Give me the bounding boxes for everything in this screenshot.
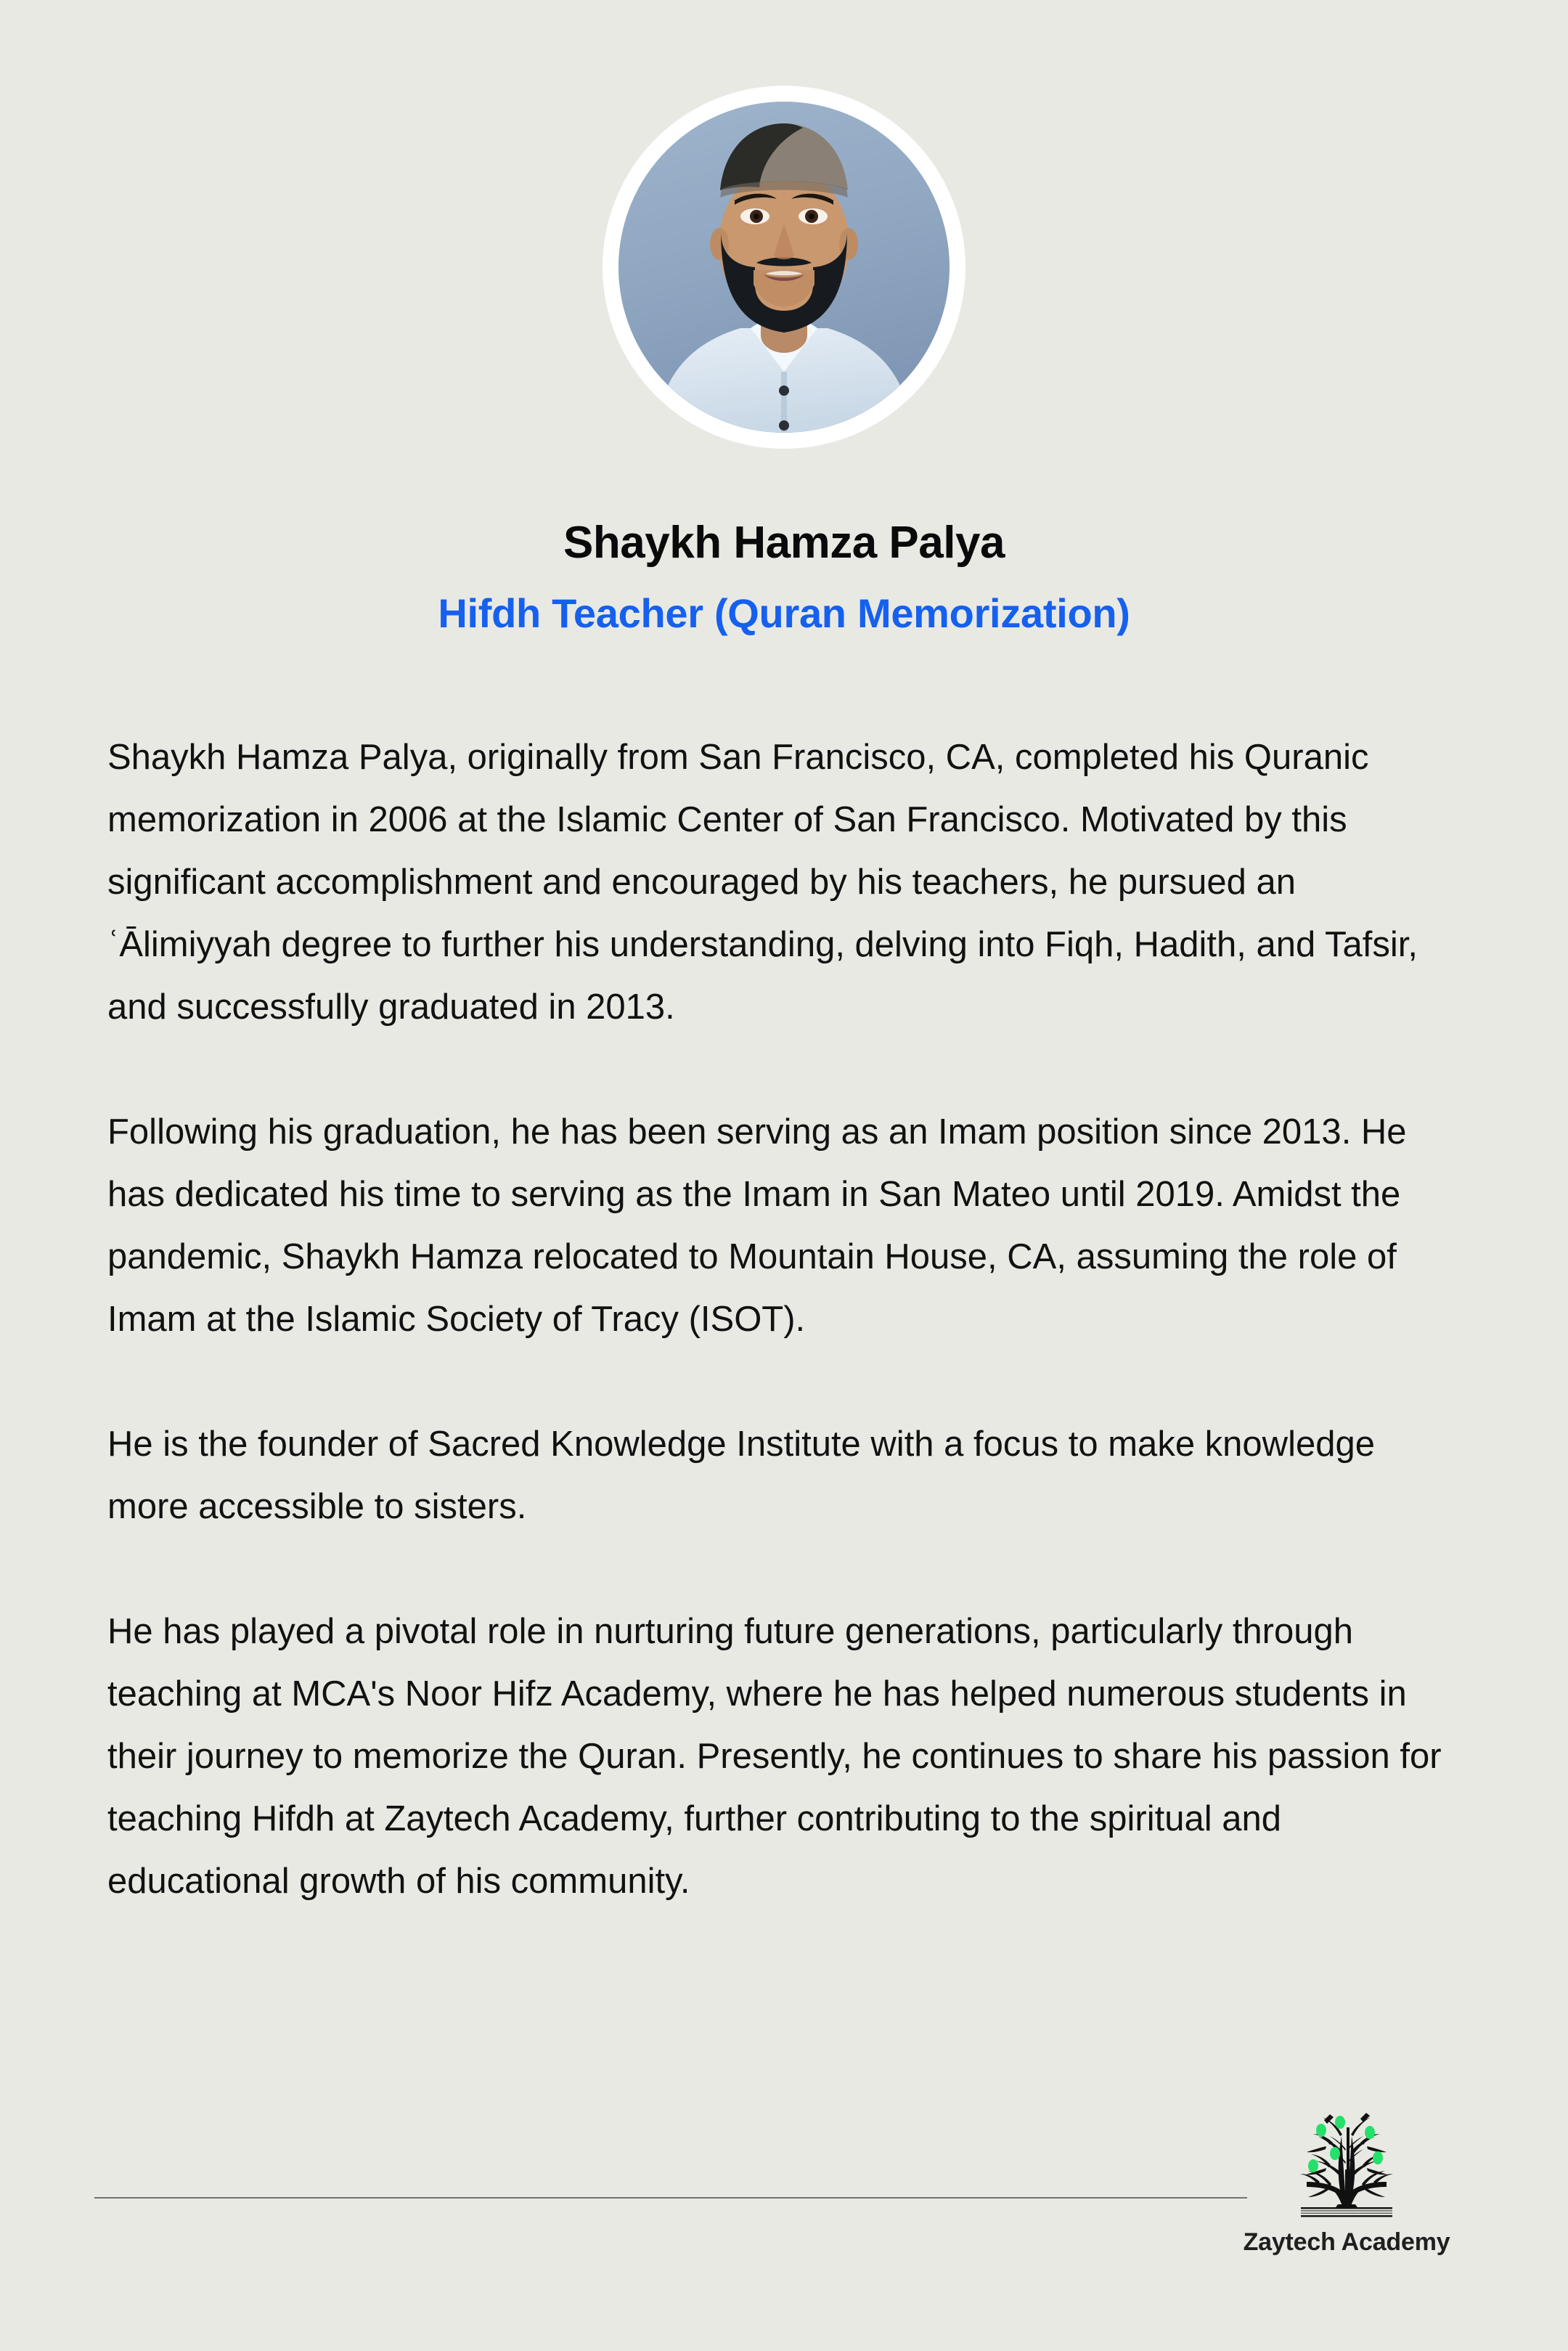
olive-tree-book-logo-icon	[1285, 2098, 1408, 2218]
footer-divider	[94, 2197, 1247, 2199]
bio-paragraph: Shaykh Hamza Palya, originally from San Francisco, CA, completed his Quranic memorization in 2006 at the Islamic Center of San Francisco. Motivated by this significant accomplishment and encouraged by his teachers, he pursued an ʿĀlimiyyah degree to further his understanding, delving into Fiqh, Hadith, and Tafsir, and successfully graduated in 2013.	[107, 738, 1418, 1027]
brand-name: Zaytech Academy	[1243, 2228, 1450, 2256]
role-subtitle: Hifdh Teacher (Quran Memorization)	[438, 590, 1130, 636]
bio-paragraph: He has played a pivotal role in nurturing future generations, particularly through teaching at MCA's Noor Hifz Academy, where he has helped numerous students in their journey to memorize the Quran. Presently, he continues to share his passion for teaching Hifdh at Zaytech Academy, further contributing to the spiritual and educational growth of his community.	[107, 1612, 1442, 1901]
portrait-illustration	[618, 102, 950, 433]
book-base-icon	[1301, 2207, 1392, 2217]
biography	[107, 726, 1472, 1912]
brand-block	[1238, 2098, 1455, 2257]
bio-paragraph: Following his graduation, he has been serving as an Imam position since 2013. He has dedicated his time to serving as the Imam in San Mateo until 2019. Amidst the pandemic, Shaykh Hamza relocated to Mountain House, CA, assuming the role of Imam at the Islamic Society of Tracy (ISOT).	[107, 1112, 1407, 1339]
bio-paragraph: He is the founder of Sacred Knowledge Institute with a focus to make knowledge more accessible to sisters.	[107, 1425, 1375, 1526]
olive-fruit-icon	[1308, 2116, 1383, 2172]
avatar-ring	[603, 86, 965, 449]
page-title: Shaykh Hamza Palya	[563, 518, 1005, 568]
portrait-container	[0, 86, 1568, 449]
avatar	[618, 102, 950, 433]
